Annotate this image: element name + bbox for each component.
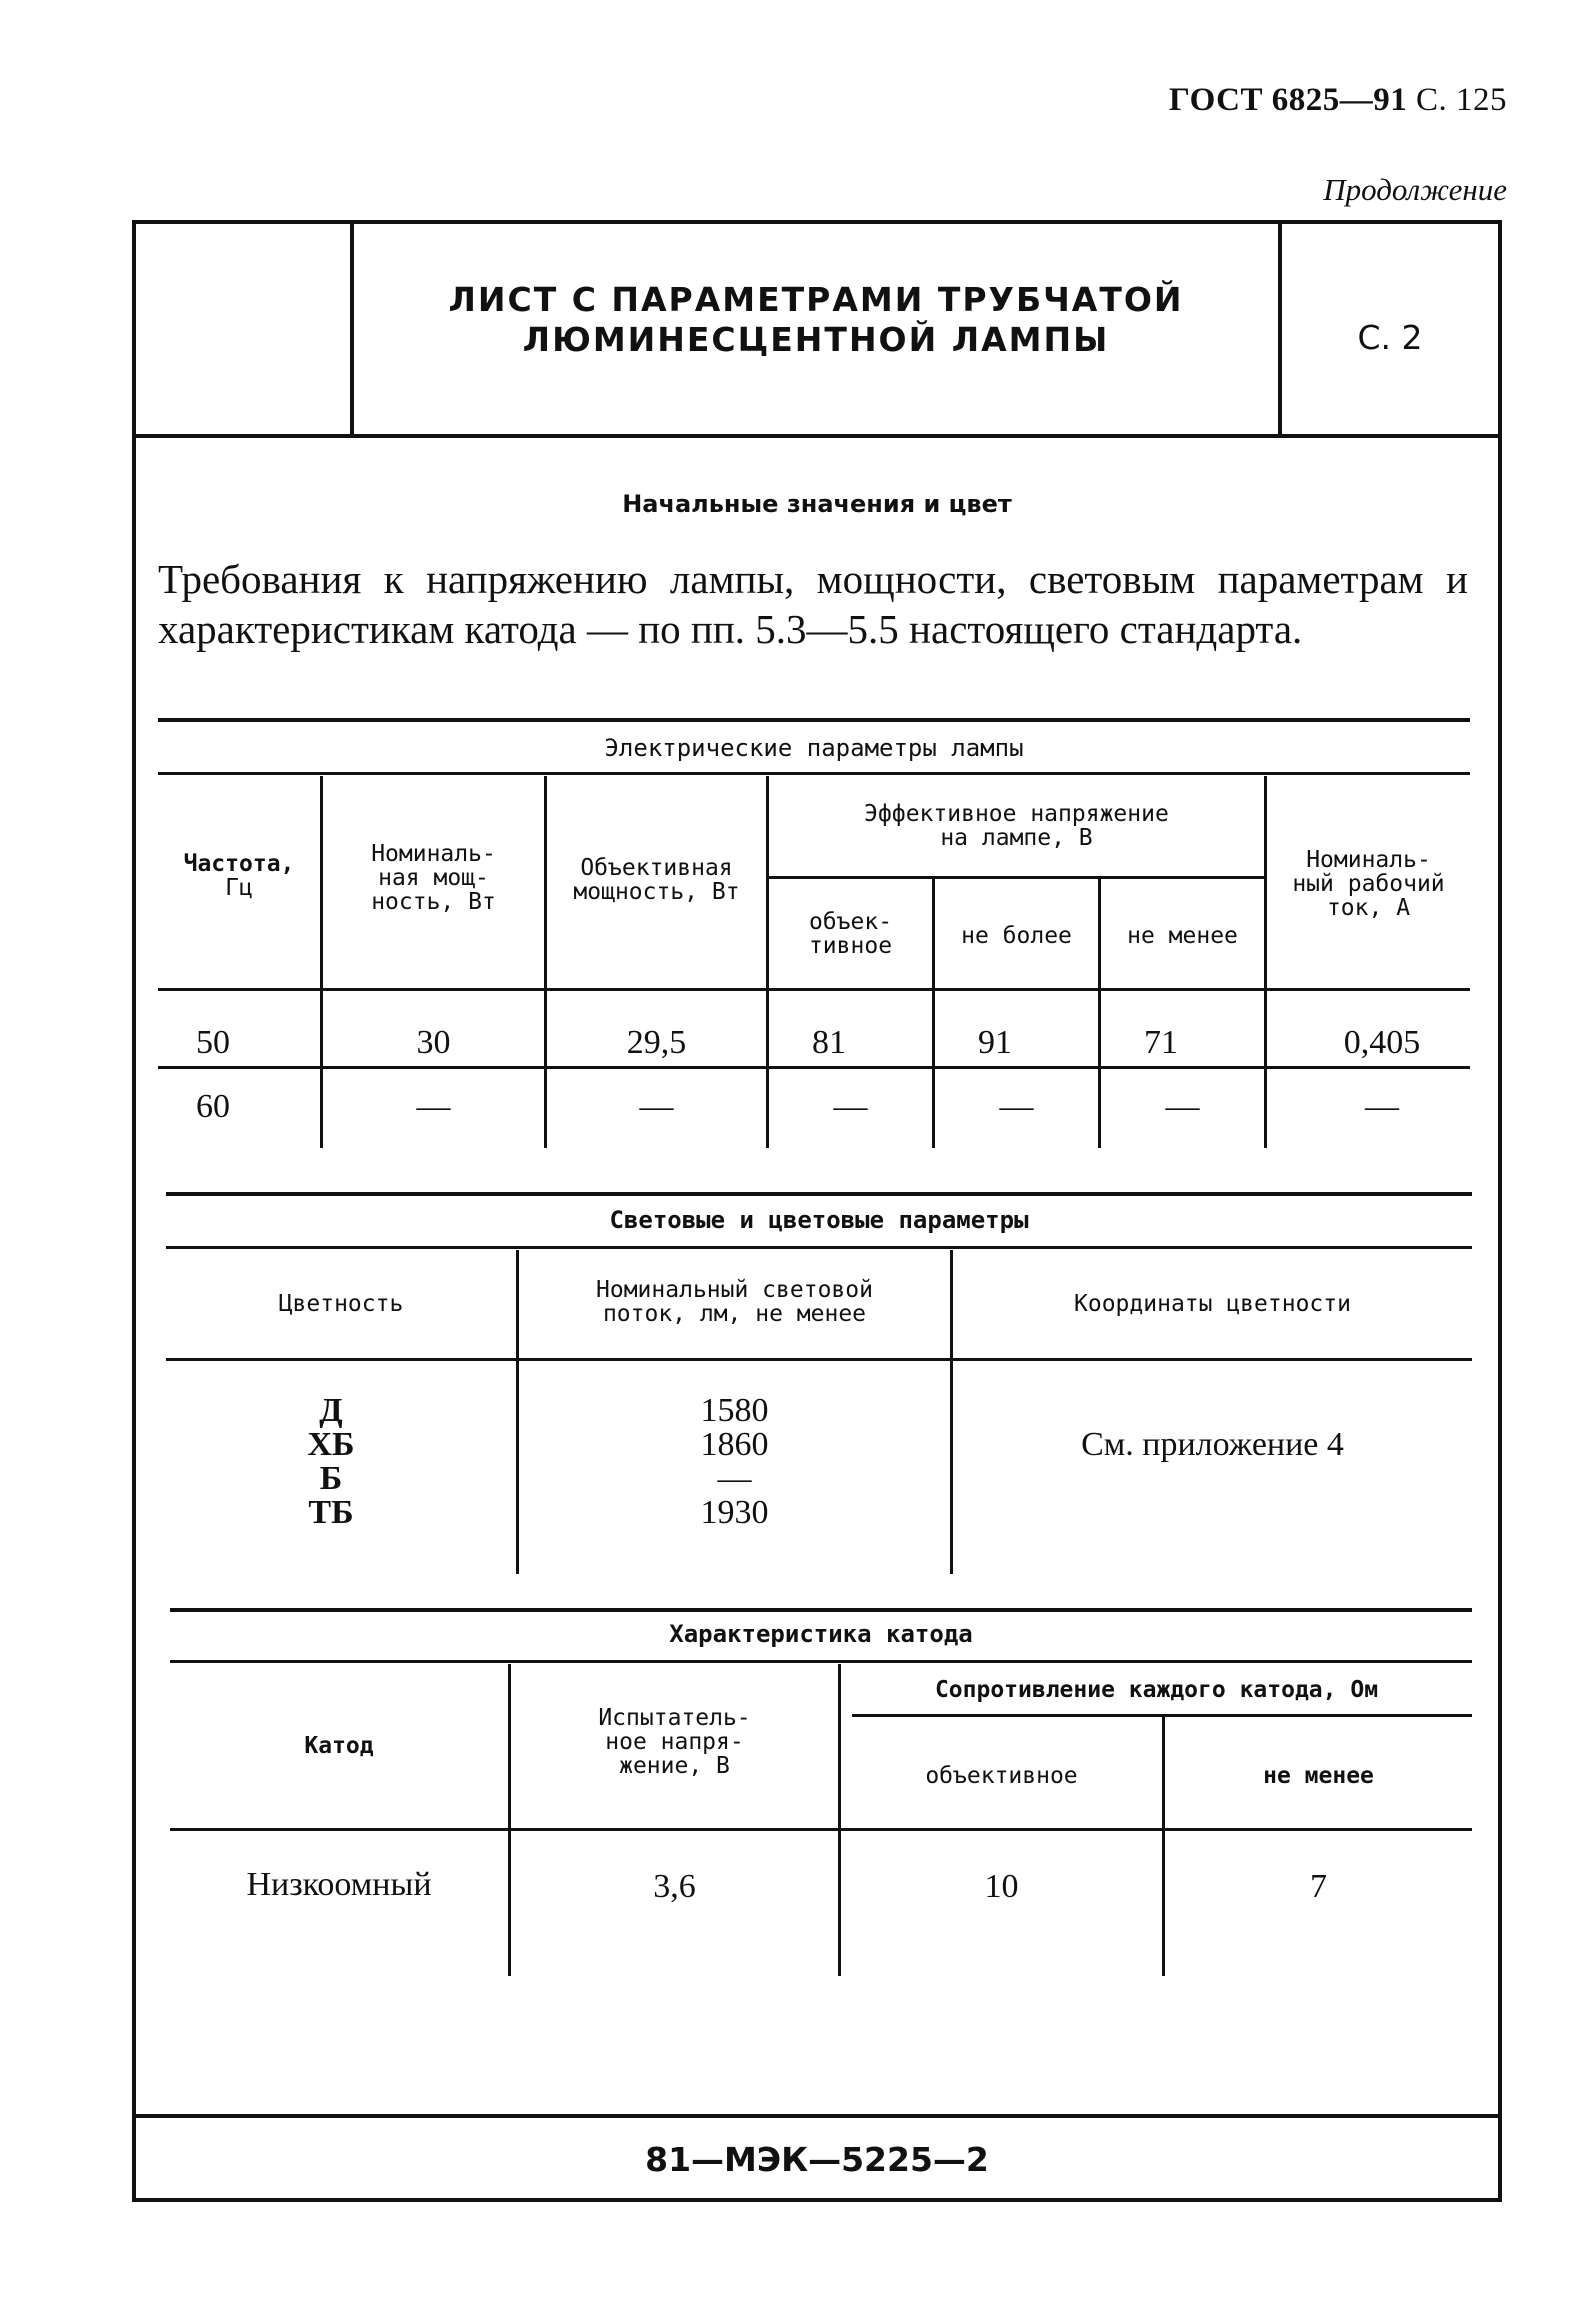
cathode-r1-cathode: Низкоомный: [246, 1866, 432, 1903]
light-header-flux: Номинальный световой поток, лм, не менее: [596, 1277, 873, 1328]
sheet-title-line1: ЛИСТ С ПАРАМЕТРАМИ ТРУБЧАТОЙ: [448, 280, 1184, 319]
elec-voltage-sub-line: [766, 876, 1266, 879]
elec-header-nominal-power: Номиналь- ная мощ- ность, Вт: [371, 841, 496, 916]
cathode-r1-test-voltage: 3,6: [653, 1868, 696, 1905]
cathode-resistance-sub-line: [852, 1714, 1472, 1717]
flux-b: —: [717, 1460, 752, 1497]
elec-r1-current: 0,405: [1343, 1024, 1421, 1061]
elec-row1-line: [158, 1066, 1470, 1069]
light-top-line: [166, 1192, 1472, 1196]
light-coords-value: См. приложение 4: [1081, 1426, 1344, 1463]
light-flux-list: [519, 1394, 950, 1530]
color-b: Б: [319, 1460, 343, 1497]
cathode-header-bottom-line: [170, 1828, 1472, 1831]
frame-top-line: [132, 220, 1502, 224]
sheet-page-label: С. 2: [1357, 318, 1423, 357]
cathode-header-objective: объективное: [925, 1763, 1078, 1789]
elec-r2-voltage-objective: —: [833, 1088, 868, 1125]
color-tb: ТБ: [308, 1494, 354, 1531]
footer-code: 81—МЭК—5225—2: [645, 2140, 989, 2179]
cathode-header-cathode: Катод: [304, 1733, 374, 1759]
cathode-caption: Характеристика катода: [669, 1620, 973, 1648]
light-caption-line: [166, 1246, 1472, 1249]
light-header-bottom-line: [166, 1358, 1472, 1361]
page-number: С. 125: [1415, 82, 1507, 118]
elec-header-voltage-group: Эффективное напряжение на лампе, В: [864, 801, 1169, 852]
elec-r2-current: —: [1365, 1088, 1399, 1125]
light-header-coords: Координаты цветности: [1074, 1291, 1351, 1317]
cathode-header-test-voltage: Испытатель- ное напря- жение, В: [598, 1705, 751, 1780]
cathode-caption-line: [170, 1660, 1472, 1663]
elec-header-bottom-line: [158, 988, 1470, 991]
cathode-r1-min: 7: [1310, 1868, 1327, 1905]
flux-d: 1580: [700, 1392, 769, 1429]
elec-header-current: Номиналь- ный рабочий ток, А: [1292, 847, 1445, 922]
elec-r1-voltage-min: 71: [1144, 1024, 1178, 1061]
elec-header-frequency: Частота, Гц: [183, 851, 295, 902]
flux-tb: 1930: [700, 1494, 769, 1531]
elec-r2-voltage-max: —: [999, 1088, 1034, 1125]
footer-top-line: [136, 2114, 1498, 2118]
cathode-r1-objective: 10: [984, 1868, 1019, 1905]
elec-caption-line: [158, 772, 1470, 775]
frame-right-line: [1498, 220, 1502, 2202]
elec-caption: Электрические параметры лампы: [604, 734, 1024, 762]
sheet-title: [354, 280, 1278, 359]
elec-header-voltage-objective: объек- тивное: [808, 909, 893, 960]
elec-r2-voltage-min: —: [1165, 1088, 1200, 1125]
elec-r1-voltage-max: 91: [978, 1024, 1012, 1061]
cathode-top-line: [170, 1608, 1472, 1612]
color-d: Д: [319, 1392, 343, 1429]
light-header-color: Цветность: [278, 1291, 404, 1317]
elec-header-voltage-min: не менее: [1127, 923, 1238, 949]
frame-bottom-line: [132, 2198, 1502, 2202]
section-heading: Начальные значения и цвет: [622, 490, 1012, 518]
elec-header-voltage-max: не более: [961, 923, 1072, 949]
cathode-header-min: не менее: [1263, 1763, 1374, 1789]
light-caption: Световые и цветовые параметры: [609, 1206, 1029, 1234]
page-header: [1169, 82, 1507, 119]
elec-top-line: [158, 718, 1470, 722]
cathode-vline-2: [838, 1664, 841, 1976]
elec-r1-nominal-power: 30: [416, 1024, 451, 1061]
elec-r2-nominal-power: —: [416, 1088, 451, 1125]
standard-number: ГОСТ 6825—91: [1168, 82, 1408, 118]
continued-label: Продолжение: [1323, 172, 1507, 207]
requirements-text: Требования к напряжению лампы, мощности, световым параметрам и характеристикам катода — по пп. 5.3—5.5 настоящего стандарта.: [158, 556, 1468, 652]
cathode-header-resistance-group: Сопротивление каждого катода, Ом: [934, 1677, 1379, 1703]
elec-r1-voltage-objective: 81: [812, 1024, 846, 1061]
elec-r2-objective-power: —: [639, 1088, 674, 1125]
color-khb: ХБ: [307, 1426, 355, 1463]
elec-r1-objective-power: 29,5: [626, 1024, 687, 1061]
sheet-title-line2: ЛЮМИНЕСЦЕНТНОЙ ЛАМПЫ: [522, 319, 1110, 359]
sheet-header-bottom-line: [136, 434, 1498, 438]
elec-r2-frequency: 60: [196, 1088, 230, 1125]
cathode-vline-3: [1162, 1716, 1165, 1976]
elec-r1-frequency: 50: [196, 1024, 230, 1061]
elec-header-objective-power: Объективная мощность, Вт: [573, 855, 740, 906]
light-color-list: [166, 1394, 496, 1530]
flux-khb: 1860: [700, 1426, 769, 1463]
